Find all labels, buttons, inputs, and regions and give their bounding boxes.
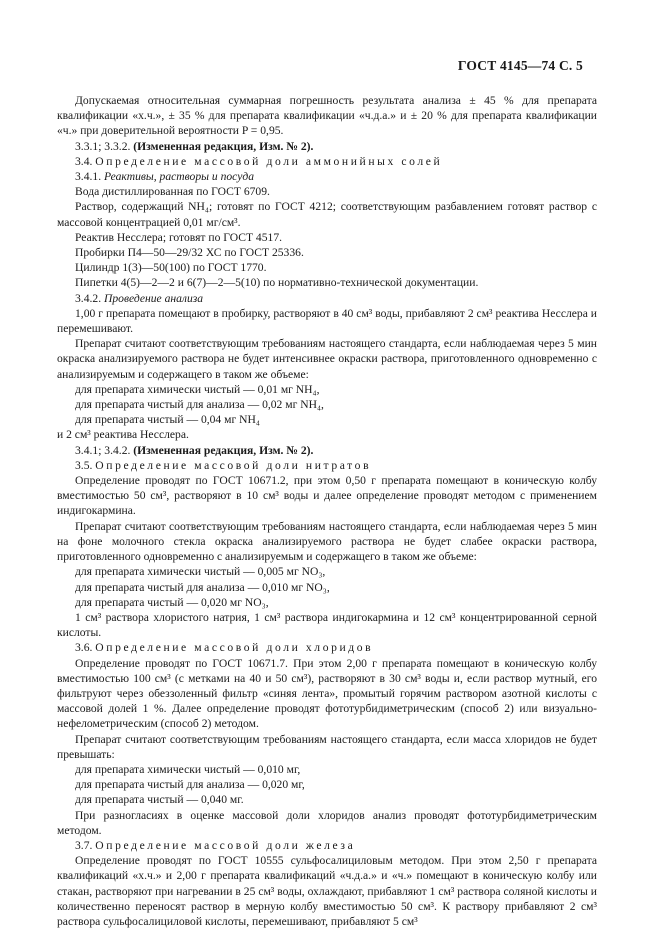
- indented-line: Пробирки П4—50—29/32 ХС по ГОСТ 25336.: [75, 246, 304, 260]
- indented-line: для препарата химически чистый — 0,010 мг,: [75, 762, 301, 776]
- indented-line: [57, 443, 597, 458]
- paragraph: 1,00 г препарата помещают в пробирку, растворяют в 40 см³ воды, прибавляют 2 см³ реактива Несслера и перемешивают.: [57, 306, 597, 336]
- section-number: 3.7.: [75, 838, 96, 852]
- section-heading: Определение массовой доли железа: [95, 838, 356, 852]
- indented-line: [57, 838, 597, 853]
- indented-line: Реактив Несслера; готовят по ГОСТ 4517.: [75, 230, 283, 244]
- section-number: 3.4.2.: [75, 291, 104, 305]
- paragraph: Препарат считают соответствующим требованиям настоящего стандарта, если масса хлоридов не будет превышать:: [57, 732, 597, 761]
- document-body: [57, 93, 597, 929]
- indented-line: для препарата чистый для анализа — 0,02 мг NH₄,: [75, 398, 324, 412]
- paragraph: Допускаемая относительная суммарная погрешность результата анализа ± 45 % для препарата квалификации «х.ч.», ± 35 % для препарата квалификации «ч.д.а.» и ± 20 % для препарата квалификации «ч.» при доверительной вероятности P = 0,95.: [57, 94, 597, 138]
- paragraph: При разногласиях в оценке массовой доли хлоридов анализ проводят фототурбидиметрическим методом.: [57, 808, 597, 837]
- section-number: 3.3.1; 3.3.2.: [75, 139, 134, 153]
- section-heading: Определение массовой доли хлоридов: [95, 641, 374, 655]
- section-heading: Определение массовой доли аммонийных солей: [95, 154, 443, 168]
- paragraph: Определение проводят по ГОСТ 10555 сульфосалициловым методом. При этом 2,50 г препарата квалификаций «х.ч.» и 2,00 г препарата квалификаций «ч.д.а.» и «ч.» помещают в коническую колбу или стакан, растворяют при нагревании в 25 см³ воды, охлаждают, прибавляют 1 см³ раствора соляной кислоты и количественно переносят раствор в мерную колбу вместимостью 50 см³. К раствору прибавляют 2 см³ раствора сульфосалициловой кислоты, перемешивают, прибавляют 5 см³: [57, 854, 597, 928]
- paragraph: 1 см³ раствора хлористого натрия, 1 см³ раствора индигокармина и 12 см³ концентрированной серной кислоты.: [57, 610, 597, 640]
- section-number: 3.5.: [75, 458, 96, 472]
- section-number: 3.4.1; 3.4.2.: [75, 443, 134, 457]
- paragraph: Определение проводят по ГОСТ 10671.2, при этом 0,50 г препарата помещают в коническую колбу вместимостью 50 см³, растворяют в 10 см³ воды и далее определение проводят методом с применением индигокармина.: [57, 474, 597, 518]
- section-number: 3.4.: [75, 154, 96, 168]
- paragraph: Определение проводят по ГОСТ 10671.7. При этом 2,00 г препарата помещают в коническую колбу вместимостью 100 см³ (с метками на 40 и 50 см³), растворяют в 30 см³ воды и, если раствор мутный, его фильтруют через обеззоленный фильтр «синяя лента», промытый горячим раствором азотной кислоты с массовой долей 1 %. Далее определение проводят фототурбидиметрическим (способ 2) или визуально-нефелометрическим (способ 2) методом.: [57, 656, 597, 731]
- paragraph: Препарат считают соответствующим требованиям настоящего стандарта, если наблюдаемая через 5 мин на фоне молочного стекла окраска анализируемого раствора не будет слабее окраски раствора, приготовленного одновременно с анализируемым и содержащего в таком же объеме:: [57, 519, 597, 564]
- indented-line: [57, 291, 597, 306]
- indented-line: для препарата химически чистый — 0,01 мг NH₄,: [75, 382, 320, 396]
- indented-line: для препарата чистый для анализа — 0,010 мг NO₃,: [75, 580, 330, 594]
- page-header: ГОСТ 4145—74 С. 5: [457, 58, 583, 73]
- paragraph: Препарат считают соответствующим требованиям настоящего стандарта, если наблюдаемая через 5 мин окраска анализируемого раствора не будет интенсивнее окраски раствора, приготовленного одновременно с анализируемым и содержащего в таком же объеме:: [57, 337, 597, 381]
- indented-line: Вода дистиллированная по ГОСТ 6709.: [75, 185, 270, 199]
- indented-line: Пипетки 4(5)—2—2 и 6(7)—2—5(10) по нормативно-технической документации.: [75, 276, 479, 290]
- indented-line: Цилиндр 1(3)—50(100) по ГОСТ 1770.: [75, 261, 267, 275]
- section-number: 3.6.: [75, 641, 96, 655]
- indented-line: [57, 154, 597, 169]
- indented-line: [57, 640, 597, 655]
- section-heading: Определение массовой доли нитратов: [95, 458, 372, 472]
- indented-line: для препарата чистый — 0,020 мг NO₃,: [75, 595, 269, 609]
- amendment-note: (Измененная редакция, Изм. № 2).: [133, 139, 314, 153]
- indented-line: [57, 458, 597, 473]
- amendment-note: (Измененная редакция, Изм. № 2).: [133, 443, 314, 457]
- subsection-heading: Проведение анализа: [103, 291, 204, 305]
- indented-line: [57, 169, 597, 184]
- indented-line: для препарата чистый — 0,04 мг NH₄: [75, 413, 260, 427]
- flush-line: и 2 см³ реактива Несслера.: [57, 428, 189, 442]
- paragraph: Раствор, содержащий NH₄; готовят по ГОСТ 4212; соответствующим разбавлением готовят раствор с массовой концентрацией 0,01 мг/см³.: [57, 200, 597, 229]
- indented-line: для препарата чистый — 0,040 мг.: [75, 793, 244, 807]
- section-number: 3.4.1.: [75, 170, 104, 184]
- indented-line: [57, 139, 597, 154]
- indented-line: для препарата химически чистый — 0,005 мг NO₃,: [75, 565, 326, 579]
- indented-line: для препарата чистый для анализа — 0,020 мг,: [75, 778, 305, 792]
- subsection-heading: Реактивы, растворы и посуда: [103, 170, 255, 184]
